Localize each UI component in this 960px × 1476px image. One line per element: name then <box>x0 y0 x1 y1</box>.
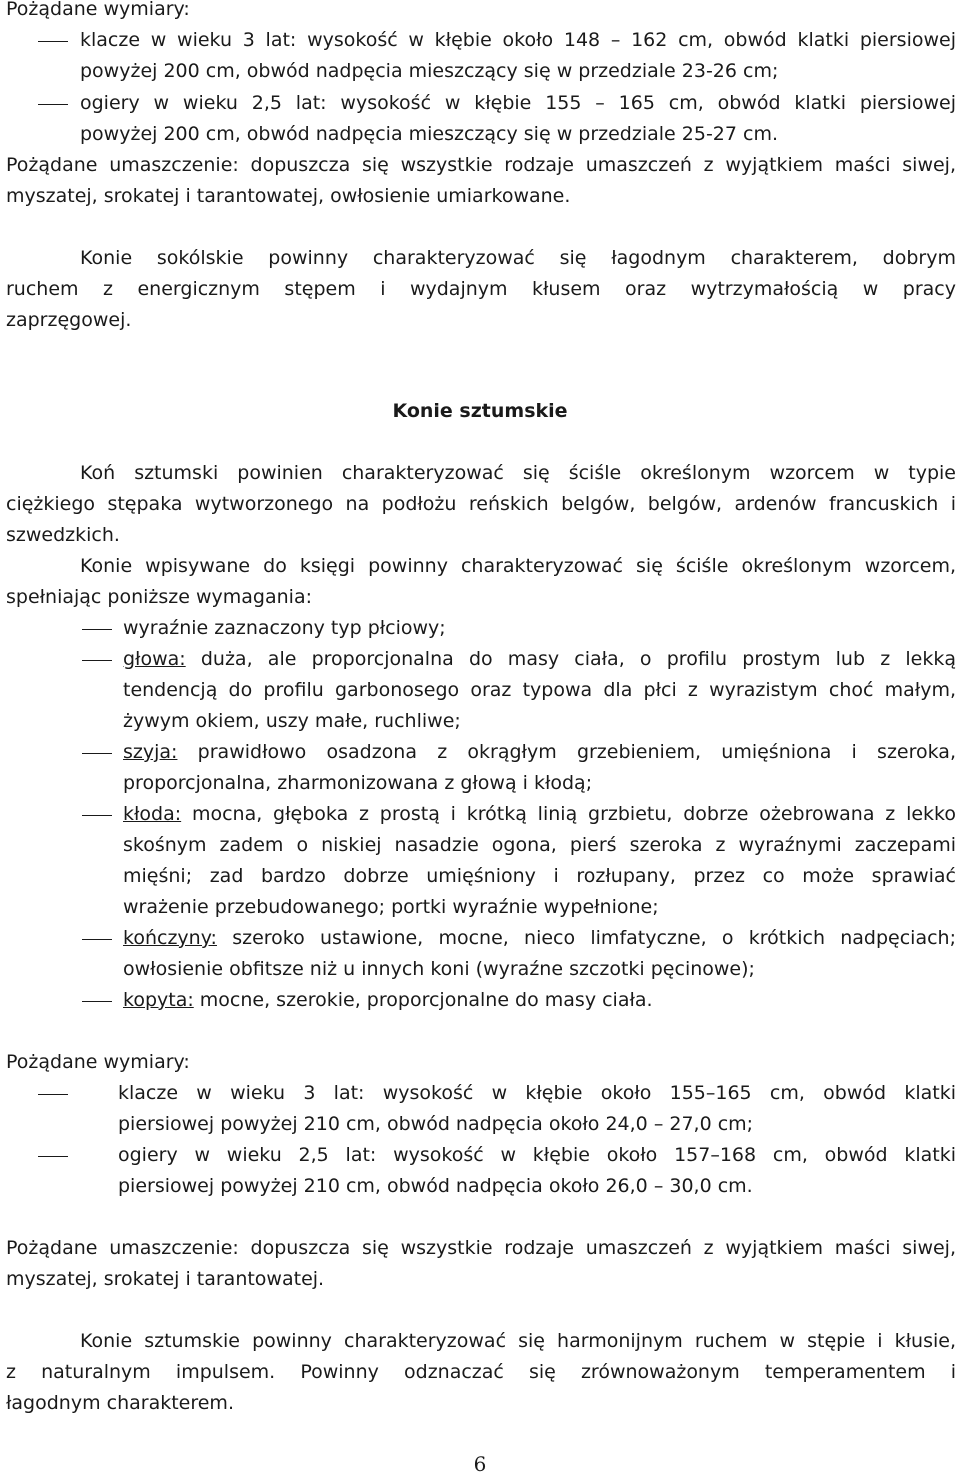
section-title: Konie sztumskie <box>392 400 568 422</box>
bullet-body-term: kłoda: <box>123 803 182 825</box>
bullet-head-line1 <box>123 644 956 675</box>
bullet-head-line2: tendencją do profilu garbonosego oraz typowa dla płci z wyrazistym choć małym, <box>123 679 956 701</box>
temperament-line3: zaprzęgowej. <box>6 309 132 331</box>
bullet-hooves-line1 <box>123 985 956 1016</box>
sztum-coat-line2: myszatej, srokatej i tarantowatej. <box>6 1268 325 1290</box>
sztum-dimensions-heading: Pożądane wymiary: <box>6 1051 190 1073</box>
dash-bullet-icon <box>82 939 112 940</box>
dash-bullet-icon <box>38 1094 68 1095</box>
sztum-requirements-line1: Konie wpisywane do księgi powinny charakteryzować się ściśle określonym wzorcem, <box>80 555 956 577</box>
sztum-coat-line1: Pożądane umaszczenie: dopuszcza się wszystkie rodzaje umaszczeń z wyjątkiem maści siwej, <box>6 1237 956 1259</box>
bullet-body-line4: wrażenie przebudowanego; portki wyraźnie wypełnione; <box>123 896 659 918</box>
sztum-intro-line3: szwedzkich. <box>6 524 120 546</box>
dimension-mares-line1: klacze w wieku 3 lat: wysokość w kłębie około 148 – 162 cm, obwód klatki piersiowej <box>80 29 956 51</box>
bullet-limbs-line1 <box>123 923 956 954</box>
dash-bullet-icon <box>38 1156 68 1157</box>
bullet-hooves-text: mocne, szerokie, proporcjonalne do masy ciała. <box>193 989 653 1011</box>
bullet-sex-type: wyraźnie zaznaczony typ płciowy; <box>123 617 446 639</box>
bullet-body-text: mocna, głęboka z prostą i krótką linią grzbietu, dobrze ożebrowana z lekko <box>181 803 956 825</box>
page-number: 6 <box>473 1452 487 1476</box>
dash-bullet-icon <box>82 815 112 816</box>
dash-bullet-icon <box>38 41 68 42</box>
coat-line1: Pożądane umaszczenie: dopuszcza się wszystkie rodzaje umaszczeń z wyjątkiem maści siwej, <box>6 154 956 176</box>
sztum-movement-line3: łagodnym charakterem. <box>6 1392 234 1414</box>
sztum-dim-mares-line2: piersiowej powyżej 210 cm, obwód nadpęcia około 24,0 – 27,0 cm; <box>118 1113 754 1135</box>
sztum-movement-line1: Konie sztumskie powinny charakteryzować się harmonijnym ruchem w stępie i kłusie, <box>80 1330 956 1352</box>
dash-bullet-icon <box>38 104 68 105</box>
bullet-limbs-term: kończyny: <box>123 927 217 949</box>
temperament-line2: ruchem z energicznym stępem i wydajnym kłusem oraz wytrzymałością w pracy <box>6 278 956 300</box>
dash-bullet-icon <box>82 660 112 661</box>
coat-line2: myszatej, srokatej i tarantowatej, owłosienie umiarkowane. <box>6 185 571 207</box>
dash-bullet-icon <box>82 1001 112 1002</box>
sztum-dim-stallions-line1: ogiery w wieku 2,5 lat: wysokość w kłębie około 157–168 cm, obwód klatki <box>118 1144 956 1166</box>
bullet-neck-text: prawidłowo osadzona z okrągłym grzebieniem, umięśniona i szeroka, <box>177 741 956 763</box>
bullet-body-line2: skośnym zadem o niskiej nasadzie ogona, pierś szeroka z wyraźnymi zaczepami <box>123 834 956 856</box>
bullet-neck-term: szyja: <box>123 741 178 763</box>
dash-bullet-icon <box>82 753 112 754</box>
bullet-limbs-text: szeroko ustawione, mocne, nieco limfatyczne, o krótkich nadpęciach; <box>216 927 956 949</box>
sztum-dim-mares-line1: klacze w wieku 3 lat: wysokość w kłębie około 155–165 cm, obwód klatki <box>118 1082 956 1104</box>
bullet-head-term: głowa: <box>123 648 186 670</box>
sztum-intro-line2: ciężkiego stępaka wytworzonego na podłożu reńskich belgów, belgów, ardenów francuskich i <box>6 493 956 515</box>
bullet-hooves-term: kopyta: <box>123 989 194 1011</box>
bullet-neck-line1 <box>123 737 956 768</box>
sztum-intro-line1: Koń sztumski powinien charakteryzować się ściśle określonym wzorcem w typie <box>80 462 956 484</box>
bullet-neck-line2: proporcjonalna, zharmonizowana z głową i kłodą; <box>123 772 593 794</box>
bullet-limbs-line2: owłosienie obfitsze niż u innych koni (wyraźne szczotki pęcinowe); <box>123 958 755 980</box>
sztum-movement-line2: z naturalnym impulsem. Powinny odznaczać się zrównoważonym temperamentem i <box>6 1361 956 1383</box>
dash-bullet-icon <box>82 629 112 630</box>
dimension-mares-line2: powyżej 200 cm, obwód nadpęcia mieszczący się w przedziale 23-26 cm; <box>80 60 779 82</box>
bullet-body-line3: mięśni; zad bardzo dobrze umięśniony i rozłupany, przez co może sprawiać <box>123 865 956 887</box>
dimension-stallions-line1: ogiery w wieku 2,5 lat: wysokość w kłębie 155 – 165 cm, obwód klatki piersiowej <box>80 92 956 114</box>
dimensions-heading: Pożądane wymiary: <box>6 0 190 20</box>
temperament-line1: Konie sokólskie powinny charakteryzować się łagodnym charakterem, dobrym <box>80 247 956 269</box>
sztum-dim-stallions-line2: piersiowej powyżej 210 cm, obwód nadpęcia około 26,0 – 30,0 cm. <box>118 1175 753 1197</box>
sztum-requirements-line2: spełniając poniższe wymagania: <box>6 586 313 608</box>
bullet-body-line1 <box>123 799 956 830</box>
bullet-head-text: duża, ale proporcjonalna do masy ciała, o profilu prostym lub z lekką <box>185 648 956 670</box>
bullet-head-line3: żywym okiem, uszy małe, ruchliwe; <box>123 710 461 732</box>
dimension-stallions-line2: powyżej 200 cm, obwód nadpęcia mieszczący się w przedziale 25-27 cm. <box>80 123 779 145</box>
